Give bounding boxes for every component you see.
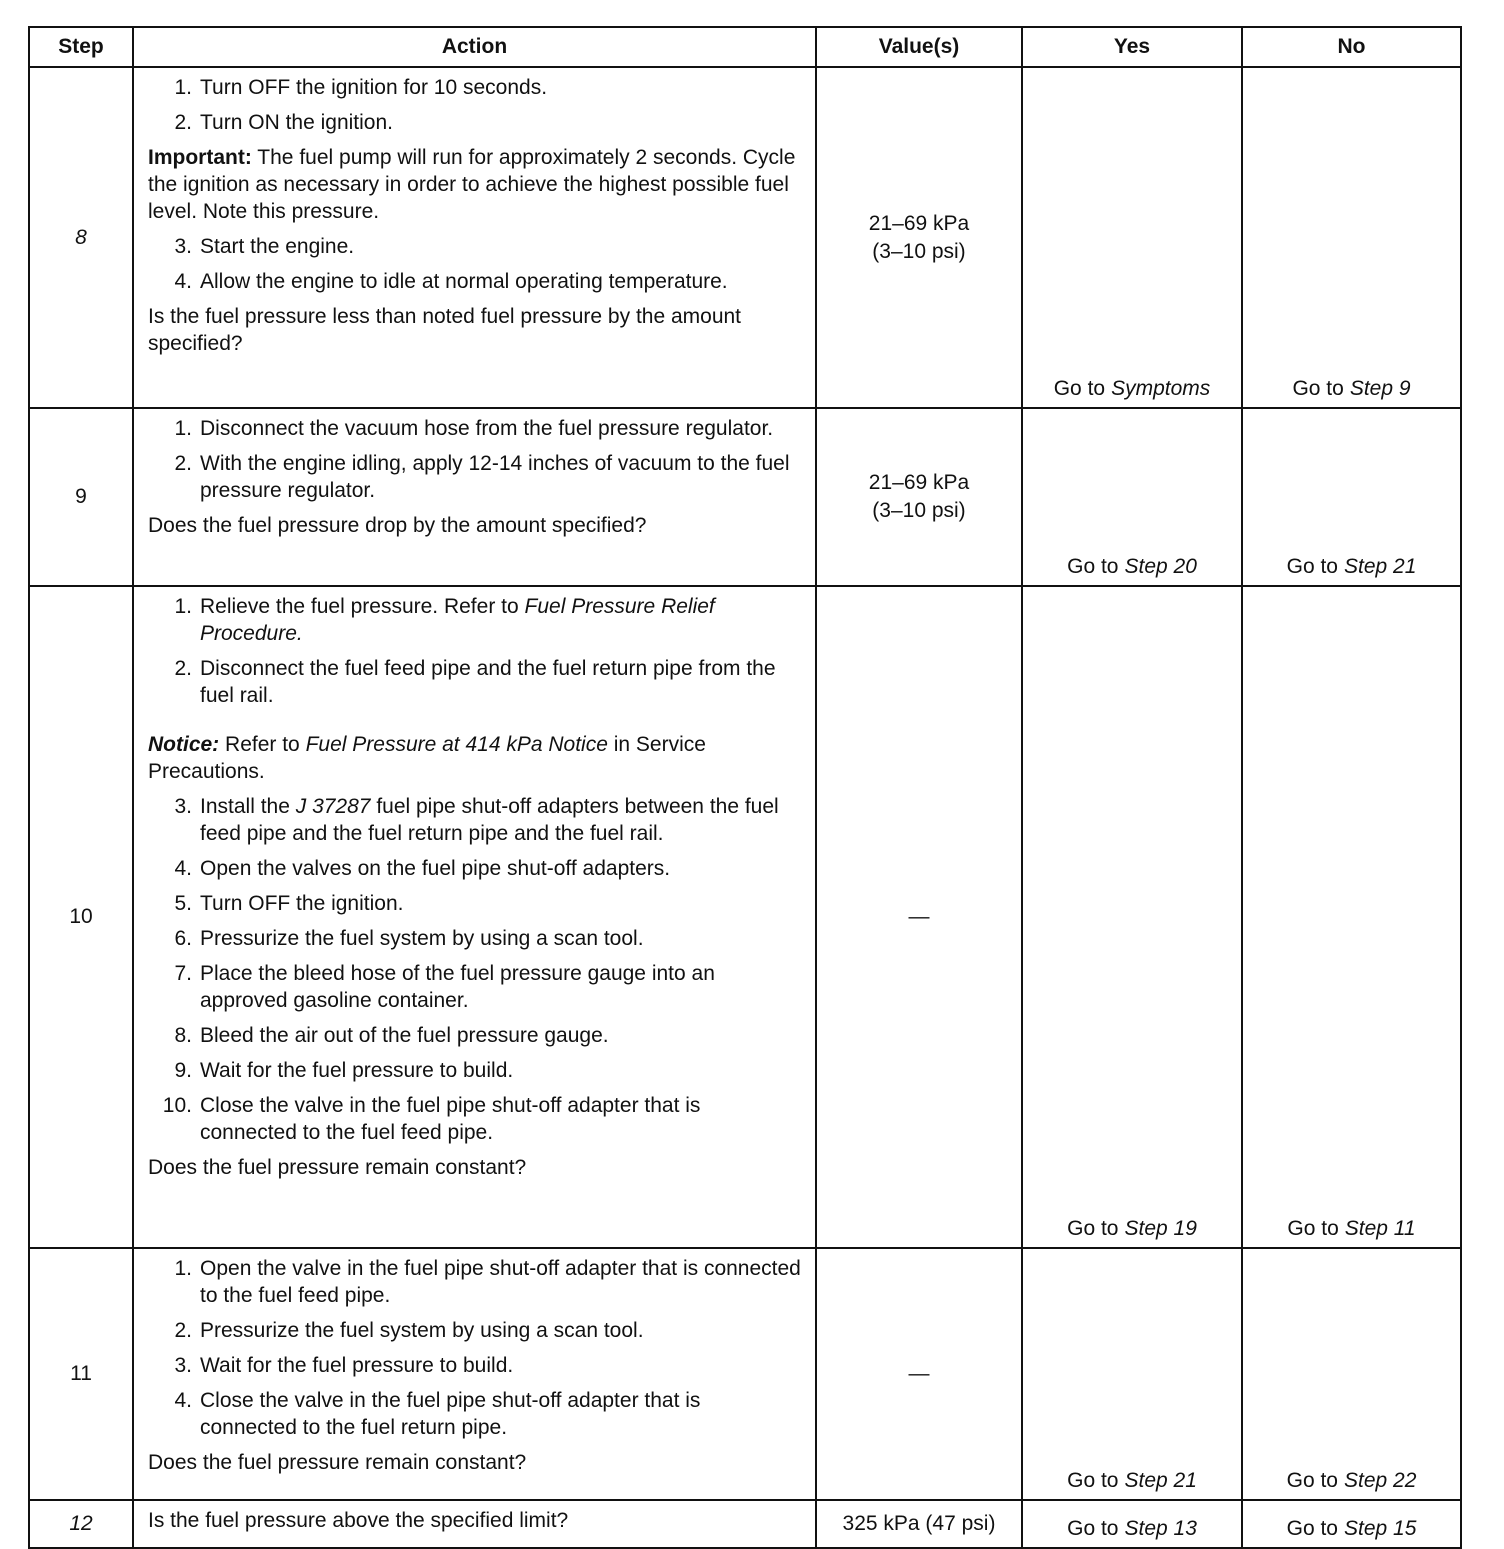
header-values: Value(s)	[816, 27, 1022, 67]
step-number: 11	[29, 1248, 133, 1500]
action-cell	[133, 408, 816, 586]
value-cell: 21–69 kPa (3–10 psi)	[816, 67, 1022, 408]
table-row-step-9	[29, 408, 1461, 586]
no-cell: Go to Step 22	[1242, 1248, 1461, 1500]
yes-link[interactable]: Step 21	[1124, 1469, 1197, 1492]
question: Does the fuel pressure remain constant?	[148, 1451, 527, 1474]
procedure-reference[interactable]: Fuel Pressure Relief Procedure.	[200, 595, 715, 645]
action-item: 1. Disconnect the vacuum hose from the fuel pressure regulator.	[174, 417, 774, 440]
value-cell: 21–69 kPa (3–10 psi)	[816, 408, 1022, 586]
header-action: Action	[133, 27, 816, 67]
action-item: 9. Wait for the fuel pressure to build.	[174, 1059, 514, 1082]
question: Is the fuel pressure less than noted fuel pressure by the amount specified?	[148, 305, 742, 355]
action-item: 8. Bleed the air out of the fuel pressure gauge.	[174, 1024, 609, 1047]
action-item: 2. Disconnect the fuel feed pipe and the fuel return pipe from the fuel rail.	[174, 657, 776, 707]
action-item: 7. Place the bleed hose of the fuel pressure gauge into an approved gasoline container.	[174, 962, 715, 1012]
step-number: 9	[29, 408, 133, 586]
action-cell	[133, 586, 816, 1248]
important-note: Important: The fuel pump will run for approximately 2 seconds. Cycle the ignition as necessary in order to achieve the highest possible fuel level. Note this pressure.	[148, 146, 796, 223]
step-number: 12	[29, 1500, 133, 1548]
action-item: 1. Open the valve in the fuel pipe shut-off adapter that is connected to the fuel feed pipe.	[174, 1257, 801, 1307]
header-yes: Yes	[1022, 27, 1242, 67]
action-cell	[133, 67, 816, 408]
table-row-step-8	[29, 67, 1461, 408]
notice-note: Notice: Refer to Fuel Pressure at 414 kPa Notice in Service Precautions.	[148, 733, 706, 783]
no-link[interactable]: Step 22	[1343, 1469, 1417, 1492]
value-cell: —	[816, 1248, 1022, 1500]
action-item: 2. With the engine idling, apply 12-14 inches of vacuum to the fuel pressure regulator.	[174, 452, 790, 502]
action-item: 3. Install the J 37287 fuel pipe shut-off adapters between the fuel feed pipe and the fuel return pipe and the fuel rail.	[174, 795, 779, 845]
action-item: 2. Pressurize the fuel system by using a scan tool.	[174, 1319, 644, 1342]
table-row-step-10	[29, 586, 1461, 1248]
step-number: 8	[29, 67, 133, 408]
yes-cell: Go to Step 20	[1022, 408, 1242, 586]
header-no: No	[1242, 27, 1461, 67]
yes-cell: Go to Step 21	[1022, 1248, 1242, 1500]
action-item: 1. Relieve the fuel pressure. Refer to Fuel Pressure Relief Procedure.	[174, 595, 715, 645]
action-cell	[133, 1500, 816, 1548]
header-row	[29, 27, 1461, 67]
question: Does the fuel pressure remain constant?	[148, 1156, 527, 1179]
no-link[interactable]: Step 11	[1344, 1217, 1416, 1240]
no-cell: Go to Step 15	[1242, 1500, 1461, 1548]
header-step: Step	[29, 27, 133, 67]
tool-reference: J 37287	[295, 795, 371, 818]
table-row-step-12	[29, 1500, 1461, 1548]
no-link[interactable]: Step 21	[1343, 555, 1417, 578]
action-item: 4. Close the valve in the fuel pipe shut-off adapter that is connected to the fuel return pipe.	[174, 1389, 701, 1439]
diagnostic-table	[28, 26, 1462, 1549]
action-item: 5. Turn OFF the ignition.	[174, 892, 404, 915]
action-cell	[133, 1248, 816, 1500]
action-item: 10. Close the valve in the fuel pipe shut-off adapter that is connected to the fuel feed pipe.	[162, 1094, 701, 1144]
yes-cell: Go to Symptoms	[1022, 67, 1242, 408]
yes-link[interactable]: Step 19	[1124, 1217, 1197, 1240]
value-cell: —	[816, 586, 1022, 1248]
no-cell: Go to Step 21	[1242, 408, 1461, 586]
action-item: 3. Start the engine.	[174, 235, 355, 258]
notice-reference[interactable]: Fuel Pressure at 414 kPa Notice	[305, 733, 608, 756]
value-cell: 325 kPa (47 psi)	[816, 1500, 1022, 1548]
action-item: 6. Pressurize the fuel system by using a scan tool.	[174, 927, 644, 950]
step-number: 10	[29, 586, 133, 1248]
action-item: 4. Allow the engine to idle at normal operating temperature.	[174, 270, 728, 293]
action-item: 4. Open the valves on the fuel pipe shut-off adapters.	[174, 857, 671, 880]
no-cell: Go to Step 11	[1242, 586, 1461, 1248]
no-link[interactable]: Step 9	[1349, 377, 1411, 400]
no-link[interactable]: Step 15	[1343, 1517, 1417, 1540]
no-cell: Go to Step 9	[1242, 67, 1461, 408]
yes-cell: Go to Step 13	[1022, 1500, 1242, 1548]
yes-cell: Go to Step 19	[1022, 586, 1242, 1248]
yes-link[interactable]: Step 13	[1124, 1517, 1197, 1540]
action-item: 1. Turn OFF the ignition for 10 seconds.	[174, 76, 548, 99]
yes-link[interactable]: Symptoms	[1111, 377, 1211, 400]
yes-link[interactable]: Step 20	[1124, 555, 1197, 578]
table-row-step-11	[29, 1248, 1461, 1500]
question: Is the fuel pressure above the specified limit?	[148, 1509, 569, 1532]
action-item: 3. Wait for the fuel pressure to build.	[174, 1354, 514, 1377]
question: Does the fuel pressure drop by the amount specified?	[148, 514, 647, 537]
action-item: 2. Turn ON the ignition.	[174, 111, 393, 134]
